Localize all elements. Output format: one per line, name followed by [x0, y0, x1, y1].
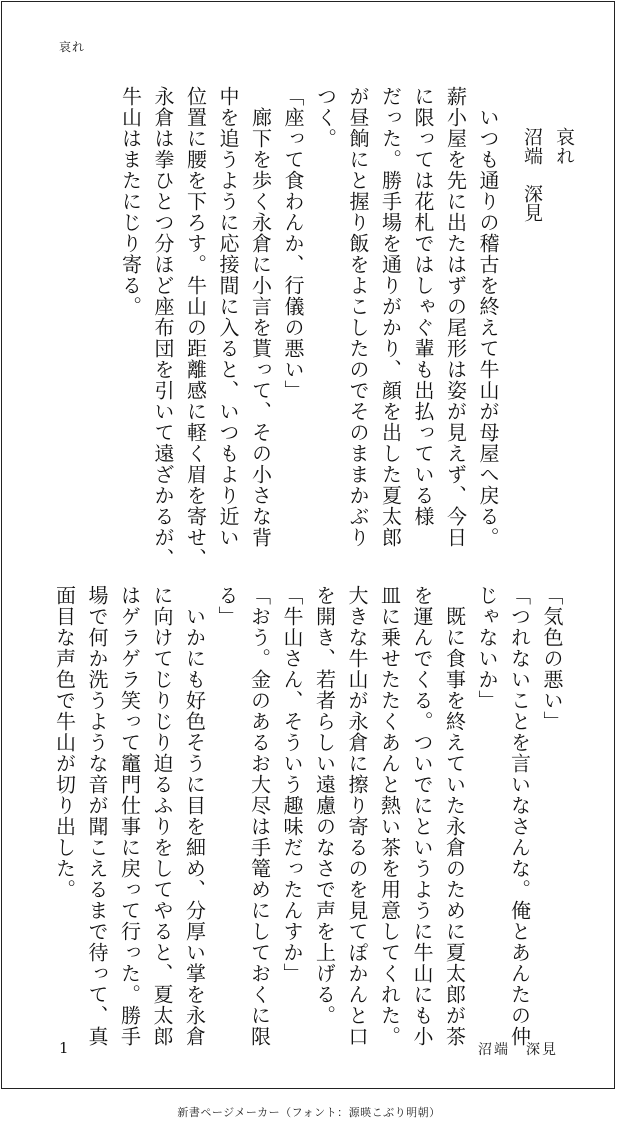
upper-text-block: いつも通りの稽古を終えて牛山が母屋へ戻る。 薪小屋を先に出たはずの尾形は姿が見えず、今日 に限っては花札ではしゃぐ輩も出払っている様 だった。勝手場を通りがかり、顔を出した夏太郎 が昼餉にと握り飯をよこしたのでそのままかぶり つく。 「座って食わんか、行儀の悪い」 廊下を歩く永倉に小言を貰って、その小さな背 中を追うように応接間に入ると、いつもより近い 位置に腰を下ろす。牛山の距離感に軽く眉を寄せ、 永倉は拳ひとつ分ほど座布団を引いて遠ざかるが、 牛山はまたにじり寄る。 — [118, 86, 500, 569]
generator-caption: 新書ページメーカー（フォント：源暎こぶり明朝） — [177, 1106, 441, 1119]
chapter-author: 沼端 深見 — [521, 127, 543, 222]
footer-author: 沼端 深見 — [478, 1042, 558, 1058]
running-head: 哀れ — [59, 40, 86, 54]
page-frame — [1, 1, 615, 1089]
page-number: 1 — [59, 1039, 69, 1057]
chapter-heading — [516, 127, 580, 327]
chapter-title: 哀れ — [553, 127, 575, 165]
lower-text-block: 「気色の悪い」 「つれないことを言いなさんな。俺とあんたの仲 じゃないか」 既に食事を終えていた永倉のために夏太郎が茶 を運んでくる。ついでにというように牛山にも小 皿に乗せたたくあんと熱い茶を用意してくれた。 大きな牛山が永倉に擦り寄るのを見てぽかんと口 を開き、若者らしい遠慮のなさで声を上げる。 「牛山さん、そういう趣味だったんすか」 「おう。金のあるお大尽は手篭めにしておくに限 る」 いかにも好色そうに目を細め、分厚い掌を永倉 に向けてじりじり迫るふりをしてやると、夏太郎 はゲラゲラ笑って竈門仕事に戻って行った。勝手 場で何か洗うような音が聞こえるまで待って、真 面目な声色で牛山が切り出した。 — [52, 585, 564, 1047]
